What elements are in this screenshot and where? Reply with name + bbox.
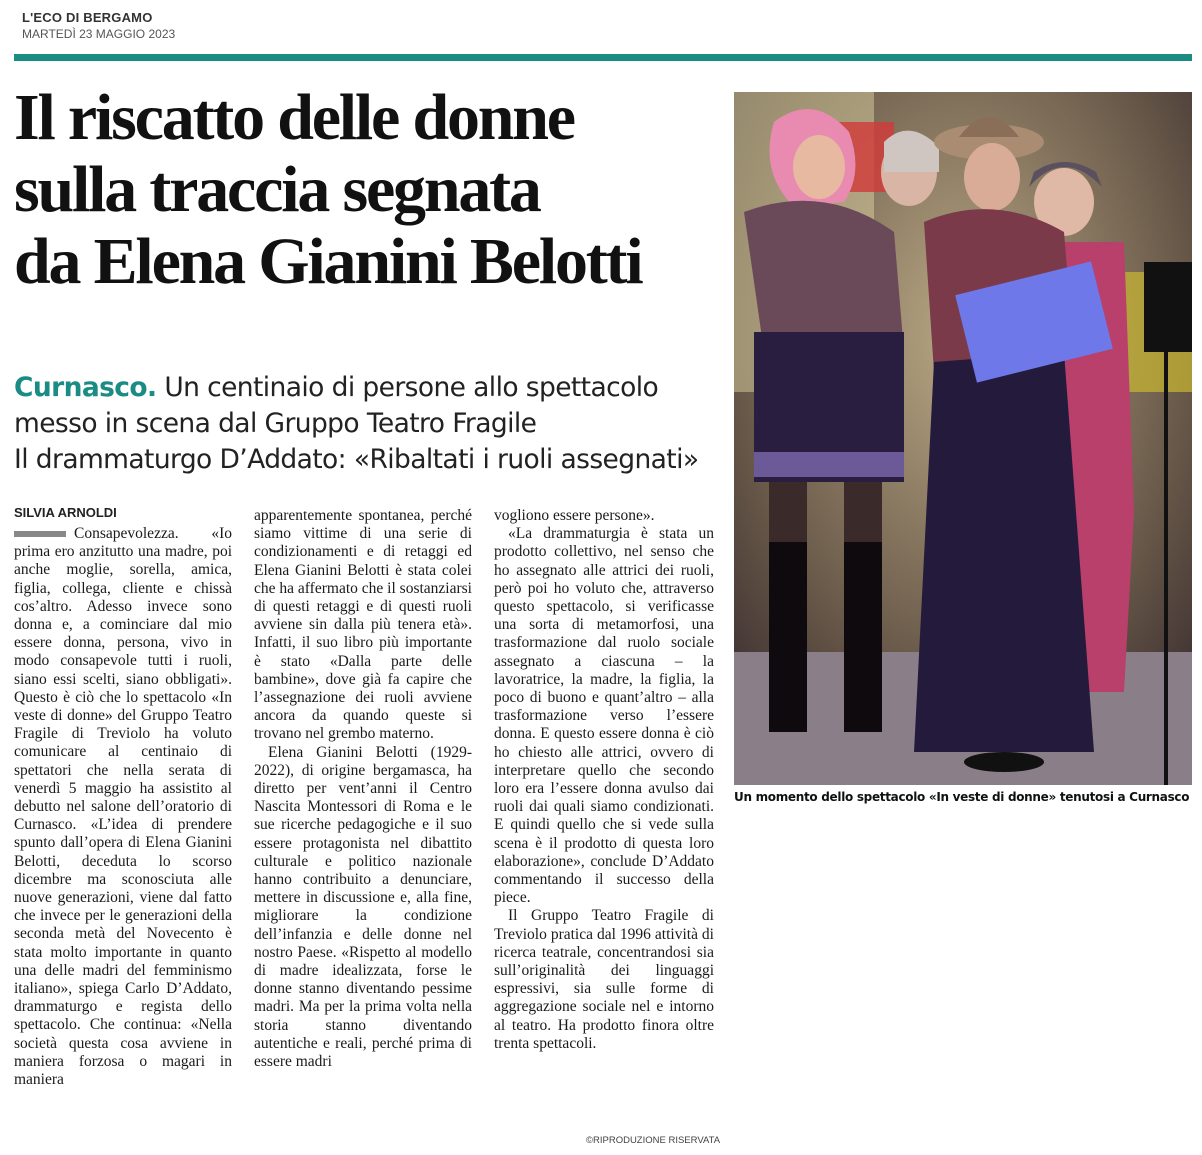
paragraph: «La drammaturgia è stata un prodotto collettivo, nel senso che ho assegnato alle attrici dei ruoli, però poi ho voluto che, attraverso questo spettacolo, si verificasse una sorta di metamorfosi, una trasformazione dal ruolo sociale assegnato a ciascuna – la lavoratrice, la madre, la figlia, la poco di buono e quant’altro – alla trasformazione verso l’essere donna. E questo essere donna è ciò ho chiesto alle attrici, ovvero di interpretare quello che secondo loro era l’essere donna avulso dai ruoli dai quali siamo condizionati. E quindi quello che si vede sulla scena è il prodotto di questa loro elaborazione», conclude D’Addato commentando il successo della piece. [494,525,714,907]
music-stand [1144,262,1192,352]
photo-caption: Un momento dello spettacolo «In veste di donne» tenutosi a Curnasco [734,790,1190,804]
issue-date: MARTEDÌ 23 MAGGIO 2023 [22,27,176,41]
boot-right [844,532,882,732]
skirt-hem [754,452,904,477]
subheadline [14,370,734,478]
paragraph: Consapevolezza. «Io prima ero anzitutto una madre, poi anche moglie, sorella, amica, figlia, collega, cliente e chissà cos’altro. Adesso invece sono donna e, a cominciare dal mio essere donna, persona, vivo in modo consapevole tutti i ruoli, siano essi scelti, siano obbligati». Questo è ciò che lo spettacolo «In veste di donne» del Gruppo Teatro Fragile di Treviolo ha voluto comunicare al centinaio di spettatori che nella serata di venerdì 5 maggio ha assistito al debutto nel salone dell’oratorio di Curnasco. «L’idea di prendere spunto dall’opera di Elena Gianini Belotti, deceduta lo scorso dicembre ma sconosciuta alle nuove generazioni, viene dal fatto che invece per le generazioni della seconda metà del Novecento è stata molto importante in quanto una delle madri del femminismo italiano», spiega Carlo D’Addato, drammaturgo e regista dello spettacolo. Che continua: «Nella società questa cosa avviene in maniera forzosa o magari in maniera [14,525,232,1089]
article-column-1 [14,525,232,1089]
stage-photo [734,92,1192,785]
paragraph: Elena Gianini Belotti (1929-2022), di origine bergamasca, ha diretto per vent’anni il Centro Nascita Montessori di Roma e le sue ricerche pedagogiche e il suo essere protagonista nel dibattito culturale e politico nazionale hanno contribuito a denunciare, mettere in discussione e, alla fine, migliorare la condizione dell’infanzia e delle donne nel nostro Paese. «Rispetto al modello di madre idealizzata, forse le donne stanno diventando pessime madri. Ma per la prima volta nella storia stanno diventando autentiche e reali, perché prima di essere madri [254,743,472,1071]
theatre-scene-illustration [734,92,1192,785]
paragraph: vogliono essere persone». [494,507,655,524]
location-kicker: Curnasco. [14,372,157,403]
header-rule [14,54,1192,61]
byline: SILVIA ARNOLDI [14,505,117,520]
subhead-line-2: messo in scena dal Gruppo Teatro Fragile [14,408,537,439]
article-column-3 [494,507,714,1053]
headline-line: sulla traccia segnata [14,153,540,226]
headline-line: da Elena Gianini Belotti [14,225,642,298]
article-column-2 [254,507,472,1071]
subhead-line-1: Un centinaio di persone allo spettacolo [156,372,659,403]
long-skirt [914,352,1094,752]
shoes [964,752,1044,772]
fur-vest [744,201,904,352]
headline-line: Il riscatto delle donne [14,81,574,154]
face [964,143,1020,211]
leg-right [844,482,882,542]
newspaper-name: L'ECO DI BERGAMO [22,10,153,25]
headline [14,82,724,298]
copyright-notice: ©RIPRODUZIONE RISERVATA [586,1135,721,1146]
paragraph: Il Gruppo Teatro Fragile di Treviolo pratica dal 1996 attività di ricerca teatrale, concentrandosi sia sull’originalità dei linguaggi espressivi, sia sulle forme di aggregazione sociale nel e intorno al teatro. Ha prodotto finora oltre trenta spettacoli. [494,907,714,1052]
paragraph: apparentemente spontanea, perché siamo vittime di una serie di condizionamenti e di retaggi ed Elena Gianini Belotti è stata colei che ha affermato che il sostanziarsi di questi retaggi e di questi ruoli avviene sin dalla più tenera età». Infatti, il suo libro più importante è stato «Dalla parte delle bambine», dove già fa capire che l’assegnazione dei ruoli avviene ancora da quando queste si trovano nel grembo materno. [254,507,472,743]
subhead-line-3: Il drammaturgo D’Addato: «Ribaltati i ruoli assegnati» [14,444,699,475]
face [793,135,845,199]
boot-left [769,532,807,732]
leg-left [769,482,807,542]
